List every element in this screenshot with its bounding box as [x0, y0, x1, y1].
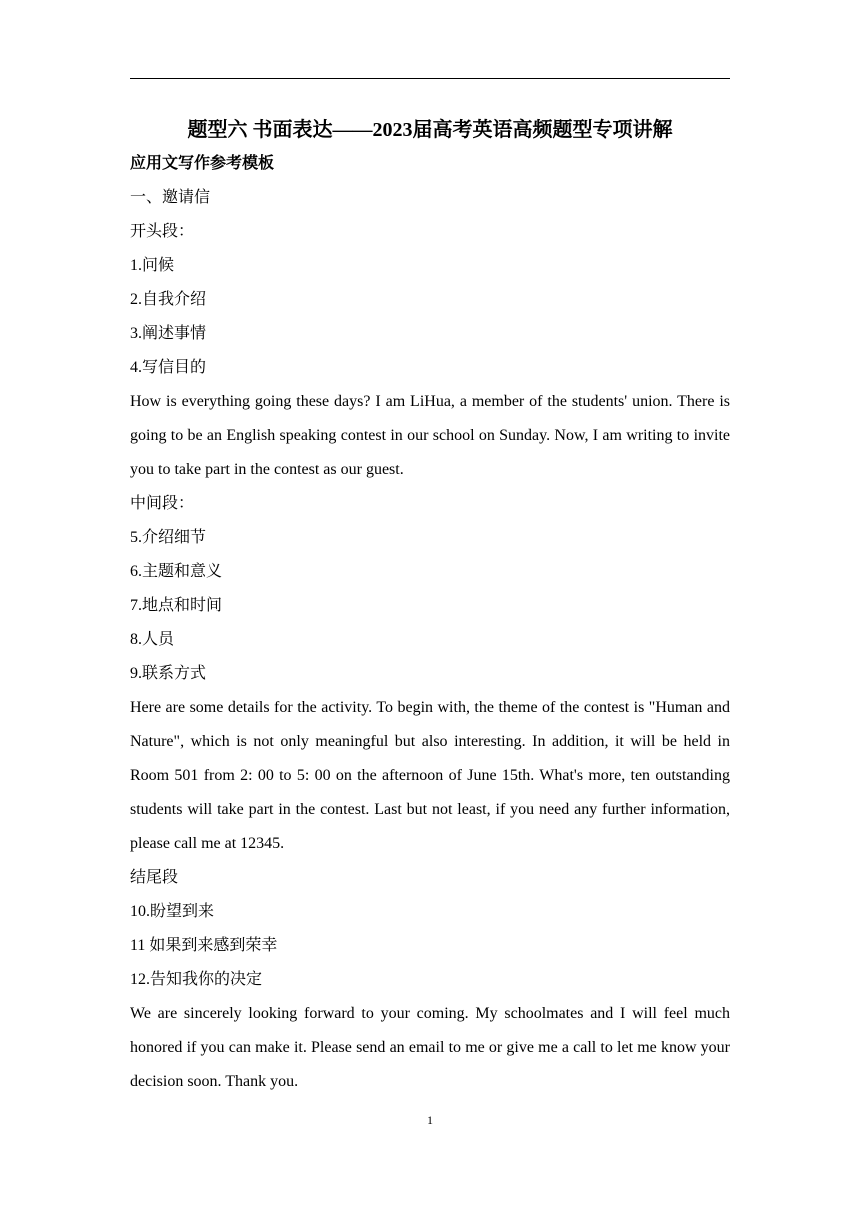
- outline-point: 2.自我介绍: [130, 291, 207, 308]
- outline-point: 1.问候: [130, 257, 175, 274]
- closing-paragraph: We are sincerely looking forward to your coming. My schoolmates and I will feel much honored if you can make it. Please send an email to me or give me a call to let me know your decision soon. Thank you.: [130, 1005, 730, 1090]
- outline-point: 6.主题和意义: [130, 563, 223, 580]
- middle-paragraph: Here are some details for the activity. To begin with, the theme of the contest is "Human and Nature", which is not only meaningful but also interesting. In addition, it will be held in Room 501 from 2: 00 to 5: 00 on the afternoon of June 15th. What's more, ten outstanding students will take part in the contest. Last but not least, if you need any further information, please call me at 12345.: [130, 699, 730, 852]
- subsection-heading: 一、邀请信: [130, 189, 211, 206]
- closing-label: 结尾段: [130, 869, 179, 886]
- middle-label: 中间段：: [130, 495, 195, 512]
- document-body: [130, 113, 730, 1099]
- outline-point: 4.写信目的: [130, 359, 207, 376]
- outline-point: 11 如果到来感到荣幸: [130, 937, 278, 954]
- page-number: 1: [427, 1113, 433, 1127]
- opening-paragraph: How is everything going these days? I am LiHua, a member of the students' union. There is going to be an English speaking contest in our school on Sunday. Now, I am writing to invite you to take part in the contest as our guest.: [130, 393, 730, 478]
- outline-point: 5.介绍细节: [130, 529, 207, 546]
- outline-point: 12.告知我你的决定: [130, 971, 263, 988]
- section-heading: 应用文写作参考模板: [130, 155, 275, 172]
- outline-point: 9.联系方式: [130, 665, 207, 682]
- outline-point: 10.盼望到来: [130, 903, 215, 920]
- outline-point: 8.人员: [130, 631, 175, 648]
- outline-point: 3.阐述事情: [130, 325, 207, 342]
- document-title: 题型六 书面表达——2023届高考英语高频题型专项讲解: [187, 119, 673, 141]
- header-rule: [130, 78, 730, 79]
- opening-label: 开头段：: [130, 223, 195, 240]
- outline-point: 7.地点和时间: [130, 597, 223, 614]
